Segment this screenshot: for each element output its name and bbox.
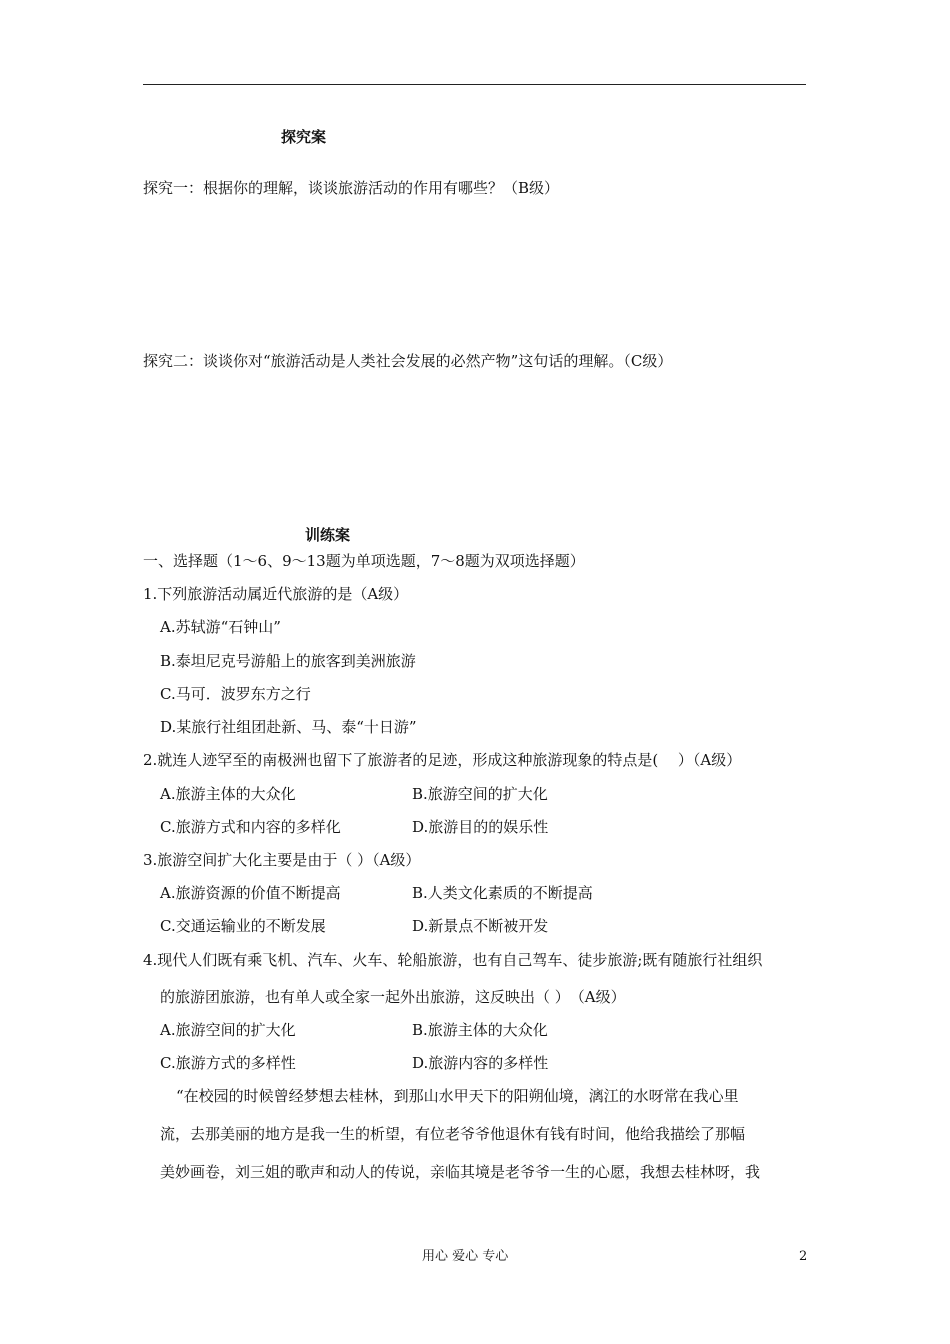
passage-line-3: 美妙画卷，刘三姐的歌声和动人的传说，亲临其境是老爷爷一生的心愿，我想去桂林呀，我 (160, 1163, 761, 1181)
question-4-option-d: D.旅游内容的多样性 (412, 1054, 549, 1072)
question-4-stem-continued: 的旅游团旅游，也有单人或全家一起外出旅游，这反映出（ ） （A级） (160, 988, 626, 1006)
question-3-stem: 3.旅游空间扩大化主要是由于（ ）（A级） (143, 851, 421, 869)
question-2-stem: 2.就连人迹罕至的南极洲也留下了旅游者的足迹，形成这种旅游现象的特点是( ）（A级） (143, 751, 742, 769)
question-1-option-a: A.苏轼游“石钟山” (160, 618, 281, 636)
question-4-option-a: A.旅游空间的扩大化 (160, 1021, 296, 1039)
question-4-option-c: C.旅游方式的多样性 (160, 1054, 296, 1072)
question-1-option-d: D.某旅行社组团赴新、马、泰“十日游” (160, 718, 417, 736)
question-3-option-d: D.新景点不断被开发 (412, 917, 549, 935)
footer-slogan: 用心 爱心 专心 (422, 1249, 509, 1264)
explore-question-2: 探究二：谈谈你对“旅游活动是人类社会发展的必然产物”这句话的理解。（C级） (143, 352, 673, 370)
explore-question-1: 探究一：根据你的理解，谈谈旅游活动的作用有哪些？（B级） (143, 179, 560, 197)
passage-line-2: 流，去那美丽的地方是我一生的析望，有位老爷爷他退休有钱有时间，他给我描绘了那幅 (160, 1125, 746, 1143)
explore-title: 探究案 (281, 128, 327, 146)
question-4-option-b: B.旅游主体的大众化 (412, 1021, 548, 1039)
page-number: 2 (799, 1249, 808, 1264)
question-3-option-a: A.旅游资源的价值不断提高 (160, 884, 341, 902)
question-1-option-c: C.马可．波罗东方之行 (160, 685, 311, 703)
question-3-option-b: B.人类文化素质的不断提高 (412, 884, 593, 902)
section-heading: 一、选择题（1～6、9～13题为单项选题，7～8题为双项选择题） (143, 552, 585, 570)
training-title: 训练案 (305, 526, 351, 544)
question-2-option-b: B.旅游空间的扩大化 (412, 785, 548, 803)
header-rule (143, 84, 806, 85)
question-2-option-c: C.旅游方式和内容的多样化 (160, 818, 341, 836)
question-1-stem: 1.下列旅游活动属近代旅游的是（A级） (143, 585, 409, 603)
question-2-option-d: D.旅游目的的娱乐性 (412, 818, 549, 836)
question-3-option-c: C.交通运输业的不断发展 (160, 917, 326, 935)
question-4-stem: 4.现代人们既有乘飞机、汽车、火车、轮船旅游，也有自己驾车、徒步旅游;既有随旅行社组织 (143, 951, 763, 969)
question-1-option-b: B.泰坦尼克号游船上的旅客到美洲旅游 (160, 652, 416, 670)
passage-line-1: “在校园的时候曾经梦想去桂林，到那山水甲天下的阳朔仙境，漓江的水呀常在我心里 (176, 1087, 739, 1105)
question-2-option-a: A.旅游主体的大众化 (160, 785, 296, 803)
